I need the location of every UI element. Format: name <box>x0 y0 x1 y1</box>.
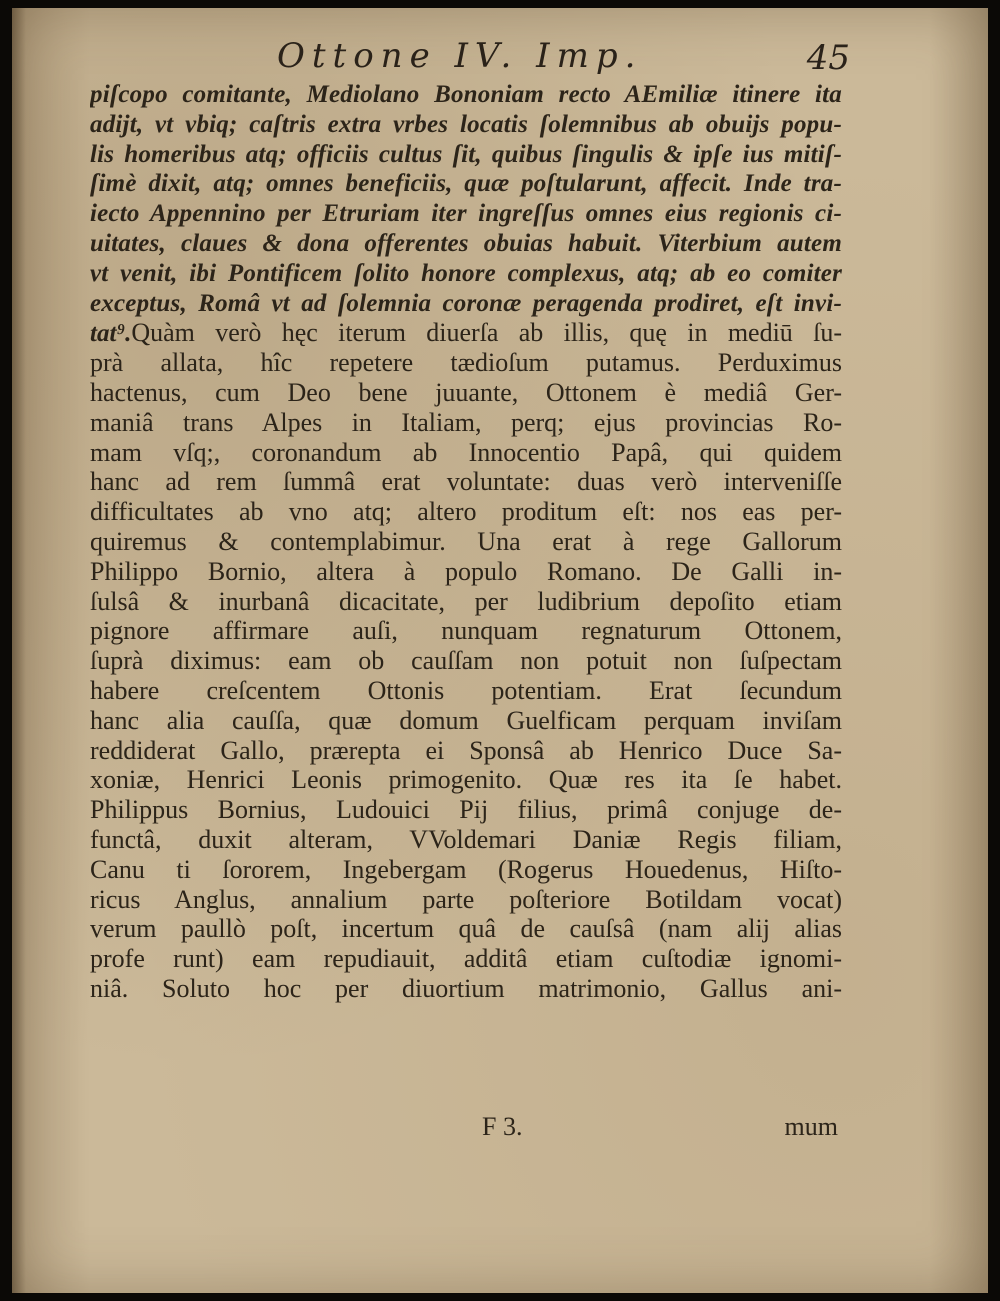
text-line: difficultates ab vno atq; altero proditum eſt: nos eas per- <box>90 497 842 527</box>
text-line: verum paullò poſt, incertum quâ de cauſsâ (nam alij alias <box>90 914 842 944</box>
page-edge-shadow <box>12 8 26 1293</box>
text-line: functâ, duxit alteram, VVoldemari Daniæ Regis filiam, <box>90 824 842 854</box>
text-line: vt venit, ibi Pontificem ſolito honore complexus, atq; ab eo comiter <box>90 259 842 287</box>
text-line <box>90 318 842 348</box>
text-line: quiremus & contemplabimur. Una erat à rege Gallorum <box>90 526 842 556</box>
catchword: mum <box>784 1112 838 1141</box>
text-line: niâ. Soluto hoc per diuortium matrimonio, Gallus ani- <box>90 973 842 1003</box>
book-page <box>12 8 988 1293</box>
text-line: habere creſcentem Ottonis potentiam. Erat ſecundum <box>90 675 842 705</box>
page-number: 45 <box>806 38 850 78</box>
text-line: mam vſq;, coronandum ab Innocentio Papâ, qui quidem <box>90 437 842 467</box>
running-title: Ottone IV. Imp. <box>277 36 643 76</box>
text-line: adijt, vt vbiq; caſtris extra vrbes locatis ſolemnibus ab obuijs popu- <box>90 110 842 138</box>
text-line-italic-part: tat⁹. <box>90 320 132 348</box>
text-line: hactenus, cum Deo bene juuante, Ottonem è mediâ Ger- <box>90 377 842 407</box>
text-line: piſcopo comitante, Mediolano Bononiam recto AEmiliæ itinere ita <box>90 81 842 108</box>
text-line: ſulsâ & inurbanâ dicacitate, per ludibrium depoſito etiam <box>90 586 842 616</box>
text-line: ſimè dixit, atq; omnes beneficiis, quæ poſtularunt, affecit. Inde tra- <box>90 170 842 198</box>
text-line: ricus Anglus, annalium parte poſteriore Botildam vocat) <box>90 884 842 914</box>
text-line: lis homeribus atq; officiis cultus ſit, quibus ſingulis & ipſe ius mitiſ- <box>90 140 842 168</box>
text-line: pignore affirmare auſi, nunquam regnaturum Ottonem, <box>90 616 842 646</box>
text-line: xoniæ, Henrici Leonis primogenito. Quæ res ita ſe habet. <box>90 765 842 795</box>
text-line-roman-part: Quàm verò hęc iterum diuerſa ab illis, quę in mediū ſu- <box>131 318 842 348</box>
signature-mark: F 3. <box>482 1112 523 1141</box>
text-line: Canu ti ſororem, Ingebergam (Rogerus Houedenus, Hiſto- <box>90 854 842 884</box>
text-line: profe runt) eam repudiauit, additâ etiam cuſtodiæ ignomi- <box>90 944 842 974</box>
text-line: reddiderat Gallo, prærepta ei Sponsâ ab Henrico Duce Sa- <box>90 735 842 765</box>
text-line: ſuprà diximus: eam ob cauſſam non potuit non ſuſpectam <box>90 646 842 676</box>
text-line: hanc alia cauſſa, quæ domum Guelficam perquam inviſam <box>90 705 842 735</box>
text-line: uitates, claues & dona offerentes obuias habuit. Viterbium autem <box>90 229 842 257</box>
page-footer <box>12 1112 988 1146</box>
text-line: prà allata, hîc repetere tædioſum putamus. Perduximus <box>90 348 842 378</box>
text-line: exceptus, Româ vt ad ſolemnia coronæ peragenda prodiret, eſt invi- <box>90 289 842 317</box>
text-line: Philippus Bornius, Ludouici Pij filius, primâ conjuge de- <box>90 795 842 825</box>
text-line: Philippo Bornio, altera à populo Romano. De Galli in- <box>90 556 842 586</box>
body-text <box>90 80 842 1004</box>
text-line: maniâ trans Alpes in Italiam, perq; ejus provincias Ro- <box>90 407 842 437</box>
text-line: hanc ad rem ſummâ erat voluntate: duas verò interveniſſe <box>90 467 842 497</box>
text-line: iecto Appennino per Etruriam iter ingreſſus omnes eius regionis ci- <box>90 200 842 228</box>
